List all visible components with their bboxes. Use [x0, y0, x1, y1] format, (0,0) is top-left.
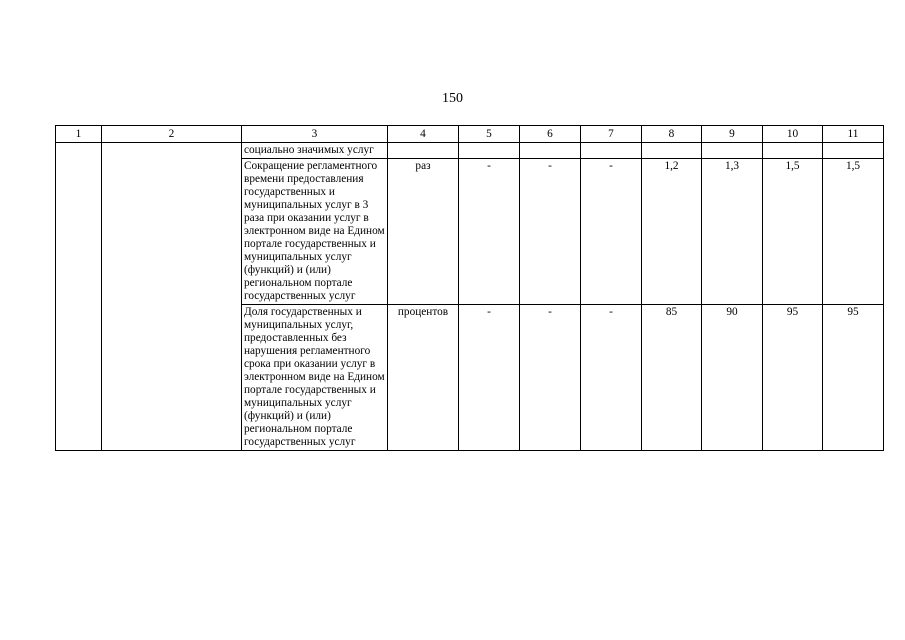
cell-goal	[102, 143, 242, 451]
column-header: 8	[642, 126, 702, 143]
cell-unit: процентов	[388, 305, 459, 451]
column-header: 6	[520, 126, 581, 143]
column-header: 7	[581, 126, 642, 143]
column-header: 5	[459, 126, 520, 143]
cell-value: 90	[702, 305, 763, 451]
cell-value: 1,5	[823, 159, 884, 305]
page-number: 150	[442, 91, 463, 106]
column-header: 9	[702, 126, 763, 143]
cell-value: 1,5	[763, 159, 823, 305]
indicators-table	[55, 125, 884, 451]
column-header: 2	[102, 126, 242, 143]
cell-value	[581, 143, 642, 159]
cell-value	[642, 143, 702, 159]
cell-unit	[388, 143, 459, 159]
cell-value	[459, 143, 520, 159]
cell-value: 1,2	[642, 159, 702, 305]
cell-value	[763, 143, 823, 159]
cell-indicator: Доля государственных и муниципальных услуг, предоставленных без нарушения регламентного срока при оказании услуг в электронном виде на Едином портале государственных и муниципальных услуг (функций) и (или) региональном портале государственных услуг	[242, 305, 388, 451]
column-header: 11	[823, 126, 884, 143]
cell-value: 85	[642, 305, 702, 451]
cell-value	[702, 143, 763, 159]
cell-indicator: социально значимых услуг	[242, 143, 388, 159]
cell-value: 1,3	[702, 159, 763, 305]
column-header: 1	[56, 126, 102, 143]
cell-value: 95	[823, 305, 884, 451]
cell-value: -	[581, 159, 642, 305]
table-header-row	[56, 126, 884, 143]
table-row	[56, 143, 884, 159]
cell-indicator: Сокращение регламентного времени предоставления государственных и муниципальных услуг в 3 раза при оказании услуг в электронном виде на Едином портале государственных и муниципальных услуг (функций) и (или) региональном портале государственных услуг	[242, 159, 388, 305]
column-header: 3	[242, 126, 388, 143]
column-header: 4	[388, 126, 459, 143]
cell-unit: раз	[388, 159, 459, 305]
cell-value: -	[520, 305, 581, 451]
cell-value	[823, 143, 884, 159]
cell-value: -	[581, 305, 642, 451]
cell-value: -	[459, 159, 520, 305]
column-header: 10	[763, 126, 823, 143]
cell-value	[520, 143, 581, 159]
cell-value: -	[459, 305, 520, 451]
cell-value: 95	[763, 305, 823, 451]
cell-value: -	[520, 159, 581, 305]
cell-index	[56, 143, 102, 451]
